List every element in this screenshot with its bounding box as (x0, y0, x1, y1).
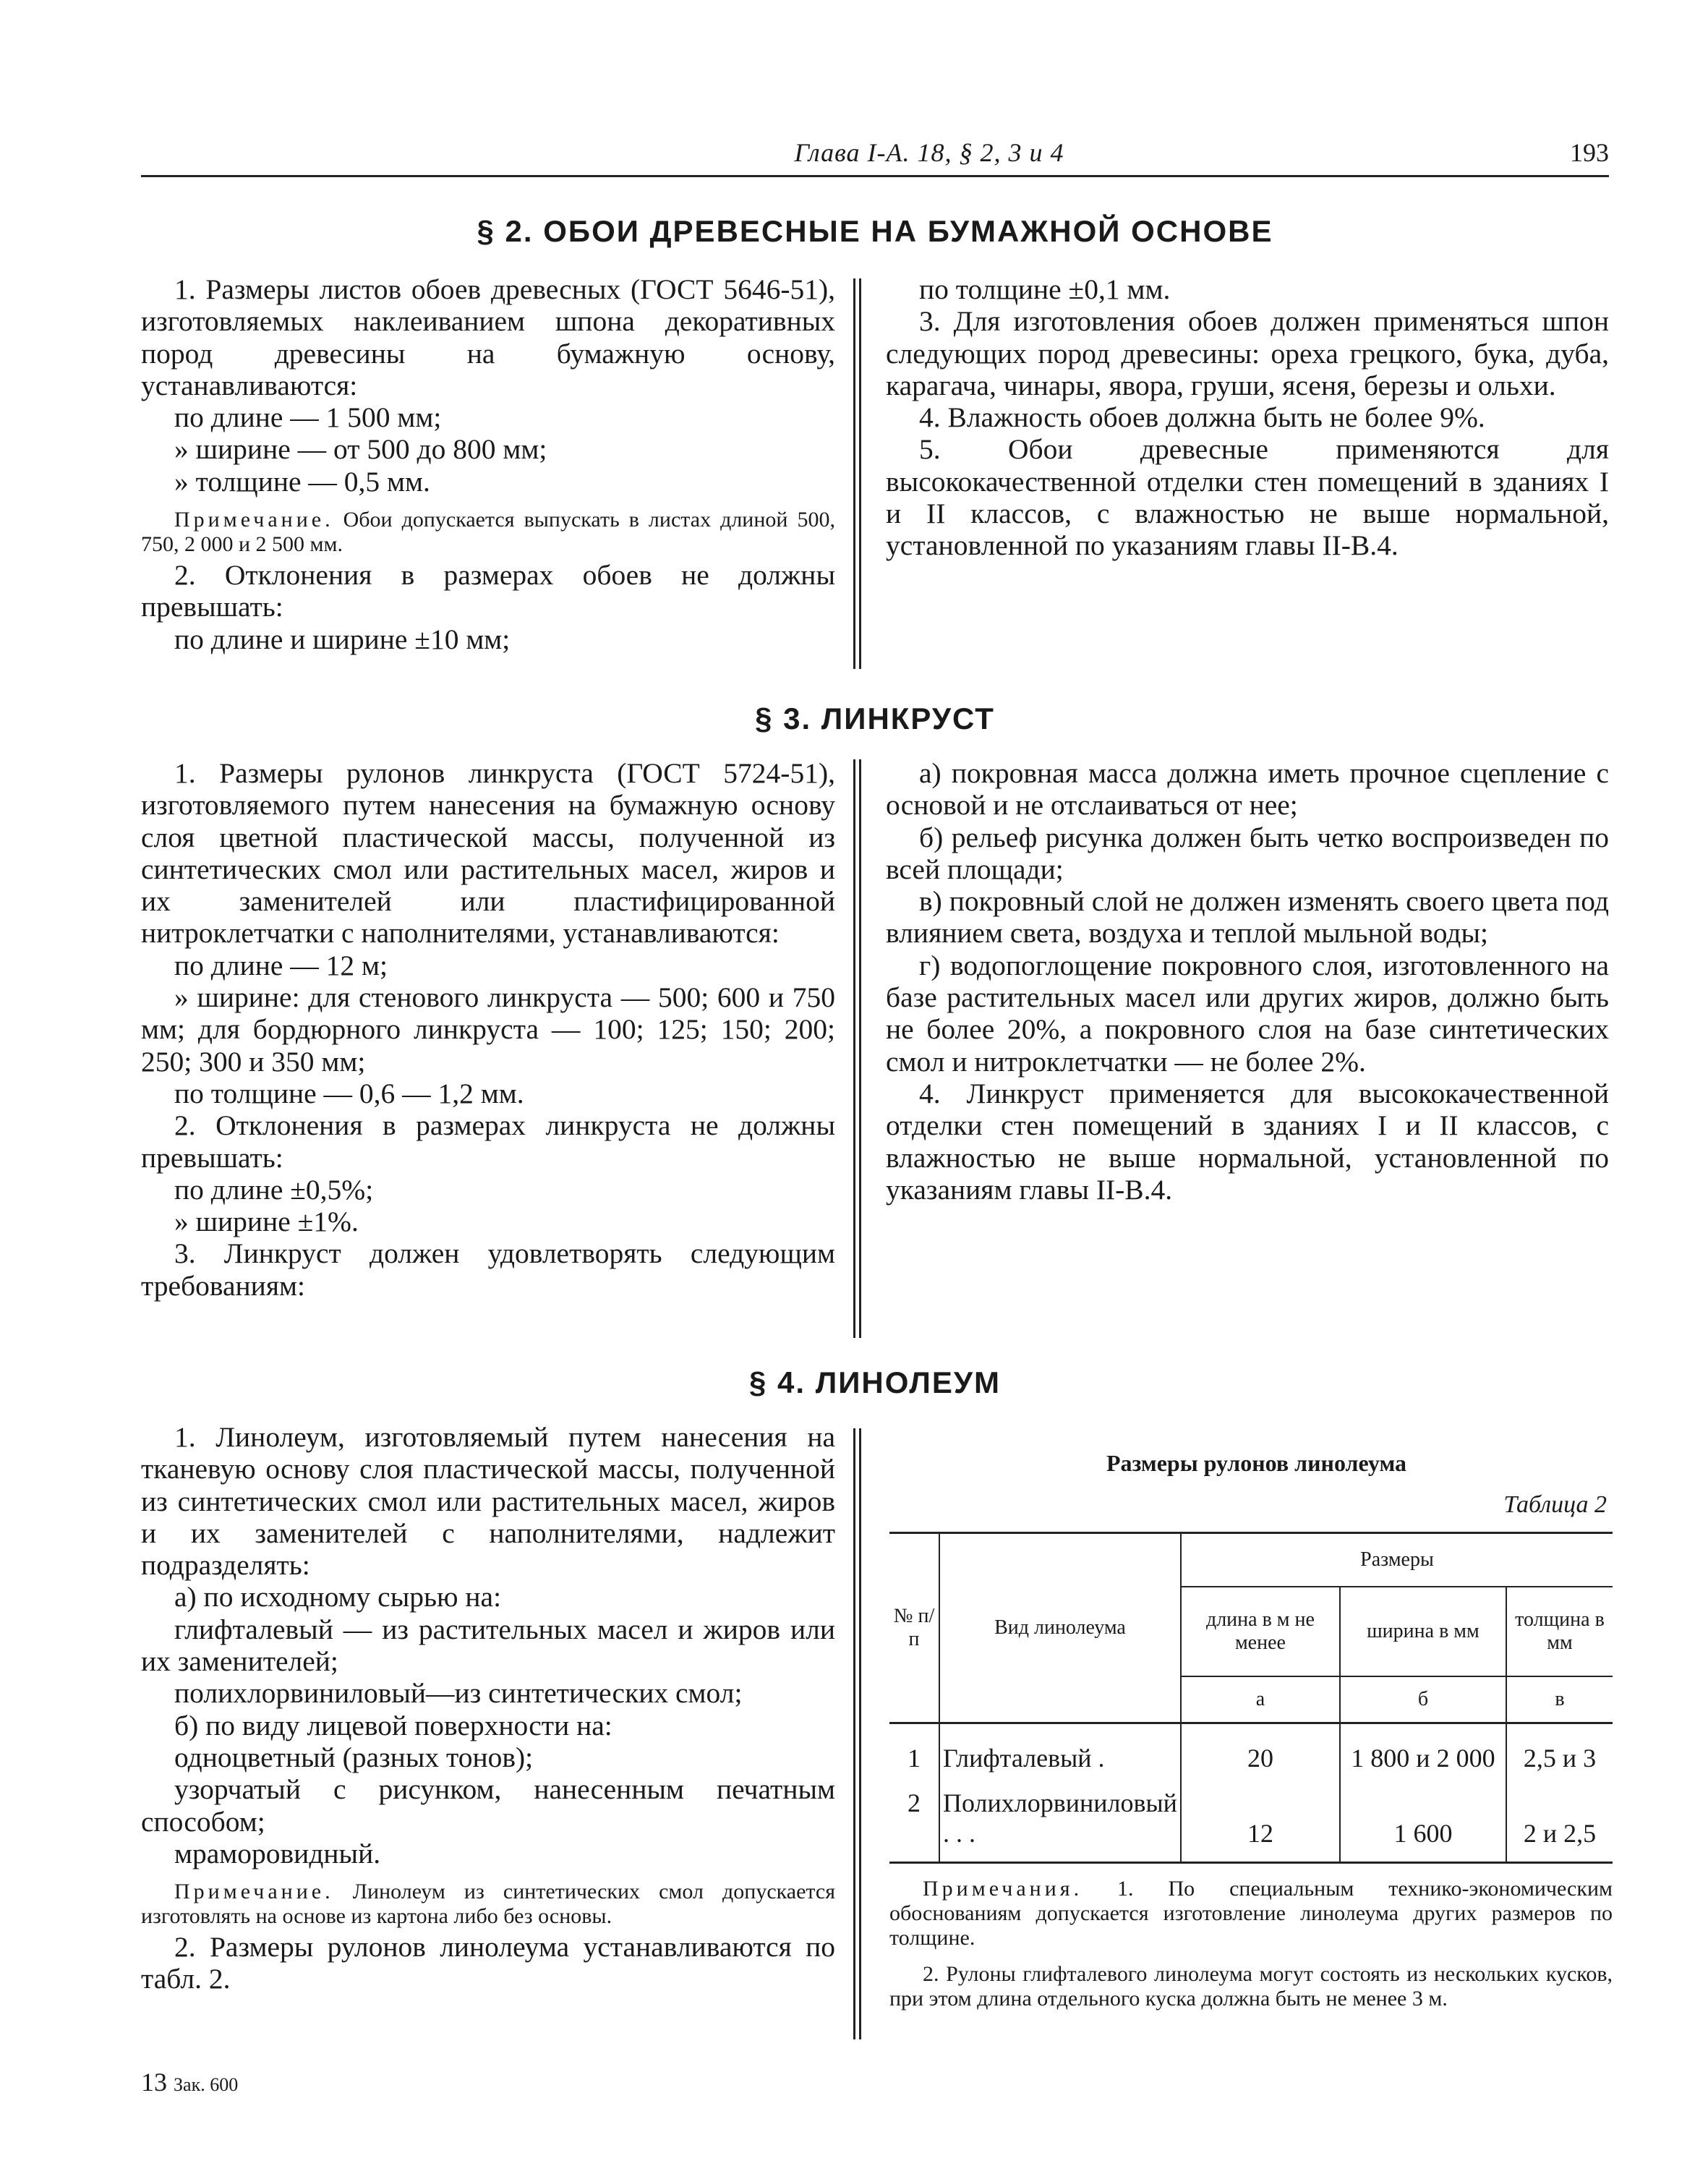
requirement-item: а) покровная масса должна иметь прочное сцепление с основой и не отслаиваться от нее; (886, 757, 1609, 822)
paragraph: 5. Обои древесные применяются для высококачественной отделки стен помещений в зданиях I и II классов, с влажностью не выше нормальной, установленной по указаниям главы II-В.4. (886, 433, 1609, 562)
column-divider (853, 278, 861, 669)
note (141, 1880, 835, 1928)
row-number: 2 (889, 1781, 939, 1863)
paragraph: 1. Размеры рулонов линкруста (ГОСТ 5724-51), изготовляемого путем нанесения на бумажную основу слоя цветной пластической массы, полученной из синтетических смол или растительных масел, жиров и их заменителей или пластифицированной нитроклетчатки с наполнителями, устанавливаются: (141, 757, 835, 950)
row-length: 20 (1181, 1723, 1340, 1781)
printer-signature (141, 2067, 238, 2097)
dimension-line: по длине — 12 м; (174, 949, 388, 981)
list-item: б) по виду лицевой поверхности на: (174, 1709, 612, 1741)
section-3-right-column (886, 757, 1609, 1206)
running-title: Глава I-А. 18, § 2, 3 и 4 (794, 138, 1064, 167)
note-text: Линолеум из синтетических смол допускается изготовлять на основе из картона либо без основы. (141, 1880, 835, 1928)
note-text: 1. По специальным технико-экономическим обоснованиям допускается изготовление линолеума других размеров по толщине. (889, 1877, 1613, 1950)
table-note-2: 2. Рулоны глифталевого линолеума могут состоять из нескольких кусков, при этом длина отдельного куска должна быть не менее 3 м. (889, 1962, 1613, 2010)
list-item: глифталевый — из растительных масел и жиров или их заменителей; (141, 1613, 835, 1678)
column-divider (853, 759, 861, 1338)
list-item: а) по исходному сырью на: (174, 1581, 502, 1613)
paragraph: 4. Влажность обоев должна быть не более 9%. (919, 401, 1485, 434)
list-item: узорчатый с рисунком, нанесенным печатным способом; (141, 1773, 835, 1838)
column-key-b: б (1340, 1676, 1506, 1723)
section-3-left-column (141, 757, 835, 1302)
paragraph: 3. Для изготовления обоев должен применяться шпон следующих пород древесины: ореха грецкого, бука, дуба, карагача, чинары, явора, груши, ясеня, березы и ольхи. (886, 305, 1609, 401)
header-width: ширина в мм (1340, 1587, 1506, 1676)
requirement-item: в) покровный слой не должен изменять своего цвета под влиянием света, воздуха и теплой мыльной воды; (886, 885, 1609, 950)
paragraph: 1. Линолеум, изготовляемый путем нанесения на тканевую основу слоя пластической массы, полученной из синтетических смол или растительных масел, жиров и их заменителей с наполнителями, надлежит подразделять: (141, 1421, 835, 1582)
order-number: Зак. 600 (174, 2074, 239, 2095)
dimension-line: по толщине — 0,6 — 1,2 мм. (174, 1077, 524, 1109)
dimension-line: » ширине: для стенового линкруста — 500; 600 и 750 мм; для бордюрного линкруста — 100; 125; 150; 200; 250; 300 и 350 мм; (141, 981, 835, 1078)
page-number: 193 (1570, 138, 1609, 167)
paragraph: 2. Отклонения в размерах обоев не должны превышать: (141, 559, 835, 623)
row-number: 1 (889, 1723, 939, 1781)
header-kind: Вид линолеума (939, 1533, 1181, 1723)
table-row (889, 1781, 1613, 1863)
paragraph: 2. Размеры рулонов линолеума устанавливаются по табл. 2. (141, 1931, 835, 1995)
header-length: длина в м не менее (1181, 1587, 1340, 1676)
table-row (889, 1723, 1613, 1781)
section-4-left-column (141, 1421, 835, 1995)
note-label: Примечание. (174, 1880, 334, 1904)
header-rule (141, 175, 1609, 177)
table-notes (889, 1877, 1613, 2011)
table-caption: Размеры рулонов линолеума (1106, 1450, 1407, 1476)
section-2-left-column (141, 273, 835, 655)
notes-label: Примечания. (923, 1877, 1083, 1901)
row-thickness: 2 и 2,5 (1506, 1781, 1613, 1863)
list-item: мраморовидный. (174, 1837, 381, 1869)
header-dimensions: Размеры (1181, 1533, 1613, 1587)
section-3-heading: § 3. ЛИНКРУСТ (755, 702, 995, 735)
note-text: Обои допускается выпускать в листах длиной 500, 750, 2 000 и 2 500 мм. (141, 508, 835, 556)
row-width: 1 600 (1340, 1781, 1506, 1863)
table-note-1 (889, 1877, 1613, 1950)
header-number: № п/п (889, 1533, 939, 1723)
column-key-v: в (1506, 1676, 1613, 1723)
row-width: 1 800 и 2 000 (1340, 1723, 1506, 1781)
dimension-line: по толщине ±0,1 мм. (919, 273, 1171, 305)
paragraph: 1. Размеры листов обоев древесных (ГОСТ 5646-51), изготовляемых наклеиванием шпона декоративных пород древесины на бумажную основу, устанавливаются: (141, 273, 835, 401)
linoleum-size-table (889, 1532, 1613, 1864)
running-header (141, 137, 1609, 175)
row-kind: Глифталевый . (939, 1723, 1181, 1781)
list-item: полихлорвиниловый—из синтетических смол; (174, 1677, 743, 1710)
column-divider (853, 1428, 861, 2039)
note (141, 508, 835, 556)
requirement-item: г) водопоглощение покровного слоя, изготовленного на базе растительных масел или других жиров, должно быть не более 20%, а покровного слоя на базе синтетических смол и нитроклетчатки — не более 2%. (886, 949, 1609, 1078)
section-2-heading: § 2. ОБОИ ДРЕВЕСНЫЕ НА БУМАЖНОЙ ОСНОВЕ (477, 214, 1273, 248)
table-label: Таблица 2 (1503, 1491, 1607, 1518)
signature-number: 13 (141, 2068, 167, 2097)
dimension-line: по длине и ширине ±10 мм; (174, 623, 511, 655)
dimension-line: по длине — 1 500 мм; (174, 401, 442, 434)
requirement-item: б) рельеф рисунка должен быть четко воспроизведен по всей площади; (886, 821, 1609, 885)
dimension-line: » толщине — 0,5 мм. (174, 465, 430, 498)
dimension-line: по длине ±0,5%; (174, 1173, 374, 1206)
column-key-a: а (1181, 1676, 1340, 1723)
row-kind: Полихлорвиниловый . . . (939, 1781, 1181, 1863)
section-4-heading: § 4. ЛИНОЛЕУМ (749, 1365, 1001, 1399)
paragraph: 2. Отклонения в размерах линкруста не должны превышать: (141, 1109, 835, 1174)
list-item: одноцветный (разных тонов); (174, 1741, 534, 1773)
header-thickness: толщина в мм (1506, 1587, 1613, 1676)
paragraph: 4. Линкруст применяется для высококачественной отделки стен помещений в зданиях I и II классов, с влажностью не выше нормальной, установленной по указаниям главы II-В.4. (886, 1077, 1609, 1206)
row-thickness: 2,5 и 3 (1523, 1744, 1597, 1773)
dimension-line: » ширине — от 500 до 800 мм; (174, 433, 547, 466)
row-length: 12 (1181, 1781, 1340, 1863)
section-2-right-column (886, 273, 1609, 562)
note-label: Примечание. (174, 508, 334, 532)
dimension-line: » ширине ±1%. (174, 1206, 359, 1238)
paragraph: 3. Линкруст должен удовлетворять следующим требованиям: (141, 1237, 835, 1302)
